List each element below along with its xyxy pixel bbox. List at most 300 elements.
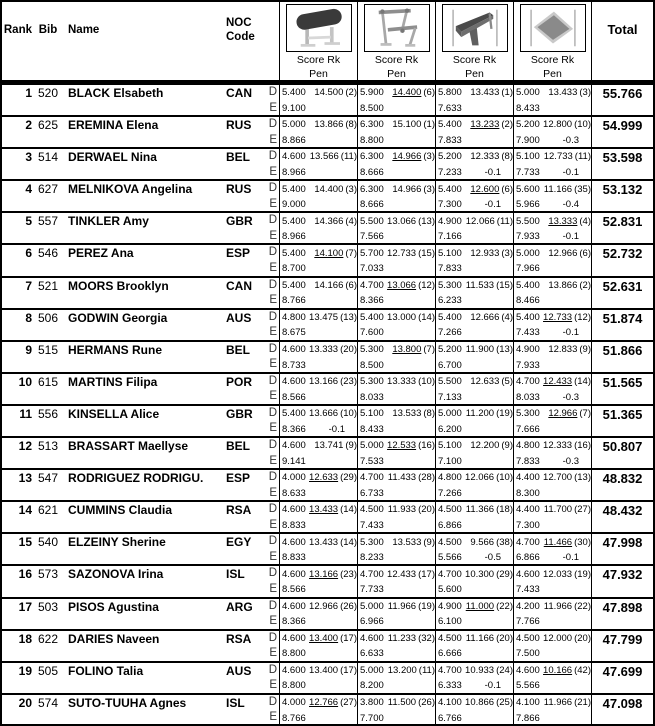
d-line-label: D	[268, 310, 277, 323]
e-score: 9.000	[282, 199, 306, 211]
rank-cell: 2	[25, 118, 32, 133]
rank-cell: 17	[18, 599, 32, 614]
apparatus-rank: (6)	[423, 87, 435, 99]
athlete-name: RODRIGUEZ RODRIGU.	[68, 471, 204, 486]
final-score: 11.700	[543, 504, 573, 516]
athlete-name: PEREZ Ana	[68, 246, 134, 261]
final-score: 11.166	[465, 632, 495, 644]
bib-cell: 622	[37, 631, 59, 646]
d-score: 5.100	[516, 151, 540, 163]
e-score: 9.100	[282, 102, 306, 114]
d-line-label: D	[268, 214, 277, 227]
e-score: 7.833	[438, 134, 462, 146]
apparatus-rank: (23)	[340, 376, 357, 388]
e-line-label: E	[269, 647, 277, 660]
balance-beam-icon	[442, 4, 508, 52]
e-score: 7.500	[516, 648, 540, 660]
apparatus-rank: (9)	[579, 344, 591, 355]
e-score: 8.300	[516, 487, 540, 499]
uneven-bars-column-header	[357, 2, 435, 81]
d-score: 5.400	[282, 408, 306, 420]
de-labels	[260, 663, 279, 693]
uneven-bars-score-cell	[357, 566, 435, 596]
score-rk-label: Score Rk	[530, 54, 575, 66]
apparatus-rank: (20)	[418, 504, 435, 516]
athlete-name: GODWIN Georgia	[68, 310, 168, 325]
floor-score-cell	[513, 149, 591, 179]
bib-cell: 506	[37, 310, 59, 325]
e-score: 9.141	[282, 455, 306, 467]
final-score: 10.300	[465, 568, 495, 580]
apparatus-rank: (8)	[501, 151, 513, 163]
e-score: 6.333	[438, 680, 462, 692]
e-score: 8.433	[516, 102, 540, 114]
apparatus-rank: (3)	[345, 183, 357, 195]
final-score: 14.966	[392, 151, 422, 163]
de-labels	[260, 695, 279, 725]
apparatus-rank: (42)	[574, 664, 591, 676]
final-score: 12.000	[543, 632, 573, 644]
final-score: 12.533	[387, 440, 417, 452]
total-score: 51.365	[591, 406, 653, 436]
rank-cell: 18	[18, 631, 32, 646]
noc-code: RUS	[226, 182, 252, 197]
de-labels	[260, 117, 279, 147]
athlete-name: MOORS Brooklyn	[68, 278, 169, 293]
final-score: 12.333	[470, 151, 500, 163]
table-row	[2, 340, 653, 372]
apparatus-rank: (16)	[418, 440, 435, 452]
d-score: 4.000	[282, 472, 306, 484]
e-line-label: E	[269, 711, 277, 724]
d-score: 4.700	[516, 536, 540, 548]
de-labels	[260, 470, 279, 500]
final-score: 14.366	[314, 215, 344, 227]
d-score: 5.300	[360, 536, 384, 548]
uneven-bars-score-cell	[357, 278, 435, 308]
uneven-bars-score-cell	[357, 663, 435, 693]
e-score: 6.200	[438, 423, 462, 435]
apparatus-rank: (14)	[340, 504, 357, 516]
d-score: 4.600	[282, 376, 306, 388]
d-line-label: D	[268, 599, 277, 612]
apparatus-rank: (10)	[418, 376, 435, 388]
bib-cell: 627	[37, 182, 59, 197]
floor-score-cell	[513, 534, 591, 564]
pen-label: Pen	[465, 68, 484, 80]
final-score: 13.066	[387, 215, 417, 227]
table-row	[2, 147, 653, 179]
d-score: 5.000	[360, 600, 384, 612]
d-score: 4.700	[516, 376, 540, 388]
e-line-label: E	[269, 326, 277, 339]
uneven-bars-score-cell	[357, 534, 435, 564]
penalty: -0.1	[484, 199, 501, 211]
d-score: 5.600	[516, 183, 540, 195]
apparatus-rank: (19)	[574, 568, 591, 580]
d-score: 4.600	[282, 151, 306, 163]
e-score: 8.700	[282, 263, 306, 275]
final-score: 12.066	[465, 215, 495, 227]
athlete-name: CUMMINS Claudia	[68, 503, 173, 518]
balance-beam-score-cell	[435, 438, 513, 468]
total-score: 47.932	[591, 566, 653, 596]
d-score: 4.600	[282, 600, 306, 612]
d-score: 5.000	[516, 87, 540, 99]
e-score: 8.800	[282, 680, 306, 692]
final-score: 12.933	[470, 247, 500, 259]
d-score: 4.700	[438, 664, 462, 676]
penalty: -0.1	[562, 327, 579, 339]
d-score: 4.900	[516, 344, 540, 355]
final-score: 12.733	[543, 151, 573, 163]
bib-cell: 573	[37, 567, 59, 582]
e-score: 8.233	[360, 552, 384, 564]
total-score: 53.132	[591, 181, 653, 211]
apparatus-rank: (4)	[501, 311, 513, 323]
floor-score-cell	[513, 502, 591, 532]
d-score: 4.800	[282, 311, 306, 323]
apparatus-rank: (22)	[496, 600, 513, 612]
apparatus-rank: (2)	[579, 279, 591, 291]
d-score: 5.400	[282, 279, 306, 291]
floor-score-cell	[513, 117, 591, 147]
d-score: 5.200	[438, 344, 462, 355]
e-score: 5.566	[516, 680, 540, 692]
noc-code: CAN	[226, 278, 252, 293]
d-score: 5.300	[516, 408, 540, 420]
e-score: 8.366	[282, 616, 306, 628]
rank-cell: 9	[25, 342, 32, 357]
final-score: 14.100	[314, 247, 344, 259]
table-row	[2, 564, 653, 596]
noc-code: ESP	[226, 471, 251, 486]
apparatus-rank: (26)	[340, 600, 357, 612]
d-score: 5.100	[438, 247, 462, 259]
e-score: 7.933	[516, 359, 540, 371]
apparatus-rank: (22)	[574, 600, 591, 612]
e-score: 6.733	[360, 487, 384, 499]
final-score: 13.866	[548, 279, 578, 291]
final-score: 13.433	[309, 536, 339, 548]
e-score: 7.566	[360, 231, 384, 243]
apparatus-rank: (1)	[501, 87, 513, 99]
rank-cell: 11	[19, 406, 32, 421]
noc-code: RUS	[226, 118, 252, 133]
e-score: 5.566	[438, 552, 462, 564]
d-score: 5.200	[516, 119, 540, 131]
apparatus-rank: (10)	[340, 408, 357, 420]
d-score: 4.800	[516, 440, 540, 452]
e-score: 8.966	[282, 231, 306, 243]
vault-score-cell	[279, 310, 357, 340]
de-labels	[260, 278, 279, 308]
apparatus-rank: (16)	[574, 440, 591, 452]
floor-score-cell	[513, 470, 591, 500]
d-line-label: D	[268, 567, 277, 580]
e-score: 7.266	[438, 487, 462, 499]
final-score: 12.033	[543, 568, 573, 580]
floor-score-cell	[513, 245, 591, 275]
final-score: 13.741	[314, 440, 344, 452]
noc-code: GBR	[226, 214, 253, 229]
d-line-label: D	[268, 278, 277, 291]
noc-code: RSA	[226, 631, 252, 646]
final-score: 11.966	[543, 697, 573, 709]
final-score: 12.200	[470, 440, 500, 452]
apparatus-rank: (23)	[340, 568, 357, 580]
uneven-bars-score-cell	[357, 631, 435, 661]
final-score: 11.533	[465, 279, 495, 291]
apparatus-rank: (6)	[501, 183, 513, 195]
penalty: -0.3	[562, 455, 579, 467]
apparatus-rank: (11)	[496, 215, 513, 227]
e-score: 6.633	[360, 648, 384, 660]
e-score: 6.966	[360, 616, 384, 628]
e-score: 8.566	[282, 391, 306, 403]
floor-score-cell	[513, 438, 591, 468]
table-row	[2, 179, 653, 211]
table-row	[2, 211, 653, 243]
e-score: 8.033	[516, 391, 540, 403]
bib-cell: 615	[37, 374, 59, 389]
e-line-label: E	[269, 294, 277, 307]
total-score: 55.766	[591, 85, 653, 115]
apparatus-rank: (3)	[423, 183, 435, 195]
e-score: 7.666	[516, 423, 540, 435]
de-labels	[260, 534, 279, 564]
d-score: 4.400	[516, 472, 540, 484]
balance-beam-score-cell	[435, 631, 513, 661]
athlete-name: SUTO-TUUHA Agnes	[68, 695, 187, 710]
final-score: 12.966	[309, 600, 339, 612]
apparatus-rank: (26)	[418, 697, 435, 709]
total-score: 53.598	[591, 149, 653, 179]
e-score: 8.966	[282, 166, 306, 178]
apparatus-rank: (14)	[418, 311, 435, 323]
e-score: 7.833	[438, 263, 462, 275]
total-score: 52.631	[591, 278, 653, 308]
bib-cell: 503	[37, 599, 59, 614]
rank-cell: 14	[18, 503, 32, 518]
athlete-name: PISOS Agustina	[68, 599, 159, 614]
vault-score-cell	[279, 406, 357, 436]
e-score: 6.866	[516, 552, 540, 564]
noc-code: EGY	[226, 535, 252, 550]
uneven-bars-score-cell	[357, 438, 435, 468]
e-line-label: E	[269, 133, 277, 146]
e-score: 8.500	[360, 359, 384, 371]
vault-score-cell	[279, 149, 357, 179]
d-line-label: D	[268, 439, 277, 452]
uneven-bars-score-cell	[357, 695, 435, 725]
final-score: 13.800	[392, 344, 422, 355]
apparatus-rank: (2)	[345, 87, 357, 99]
noc-code: CAN	[226, 86, 252, 100]
final-score: 15.100	[392, 119, 422, 131]
d-score: 5.000	[360, 440, 384, 452]
d-score: 4.700	[360, 472, 384, 484]
d-line-label: D	[268, 695, 277, 708]
e-score: 8.433	[360, 423, 384, 435]
apparatus-rank: (7)	[423, 344, 435, 355]
e-line-label: E	[269, 679, 277, 692]
final-score: 12.433	[543, 376, 573, 388]
penalty: -0.5	[484, 552, 501, 564]
athlete-name: MARTINS Filipa	[68, 374, 158, 389]
d-score: 4.500	[360, 504, 384, 516]
d-score: 6.300	[360, 183, 384, 195]
final-score: 12.433	[387, 568, 417, 580]
apparatus-rank: (21)	[574, 697, 591, 709]
table-row	[2, 693, 653, 725]
vault-score-cell	[279, 631, 357, 661]
uneven-bars-score-cell	[357, 181, 435, 211]
apparatus-rank: (35)	[574, 183, 591, 195]
apparatus-rank: (5)	[501, 376, 513, 388]
athlete-name: EREMINA Elena	[68, 118, 159, 133]
d-score: 4.600	[282, 504, 306, 516]
bib-cell: 546	[37, 246, 59, 261]
e-score: 7.433	[516, 584, 540, 596]
balance-beam-score-cell	[435, 374, 513, 404]
d-line-label: D	[268, 118, 277, 131]
vault-score-cell	[279, 502, 357, 532]
athlete-name: DARIES Naveen	[68, 631, 160, 646]
d-score: 5.500	[438, 376, 462, 388]
rank-cell: 12	[18, 439, 32, 454]
noc-code: BEL	[226, 150, 250, 165]
apparatus-rank: (11)	[340, 151, 357, 163]
final-score: 10.166	[543, 664, 573, 676]
d-score: 4.100	[438, 697, 462, 709]
d-score: 4.100	[516, 697, 540, 709]
table-row	[2, 597, 653, 629]
floor-score-cell	[513, 566, 591, 596]
vault-score-cell	[279, 85, 357, 115]
final-score: 11.466	[543, 536, 573, 548]
noc-code: AUS	[226, 663, 252, 678]
final-score: 12.733	[543, 311, 573, 323]
final-score: 11.966	[387, 600, 417, 612]
uneven-bars-score-cell	[357, 502, 435, 532]
noc-code: ARG	[226, 599, 253, 614]
balance-beam-score-cell	[435, 470, 513, 500]
penalty: -0.1	[484, 680, 501, 692]
d-score: 4.200	[516, 600, 540, 612]
penalty: -0.1	[562, 552, 579, 564]
final-score: 13.000	[387, 311, 417, 323]
e-score: 8.200	[360, 680, 384, 692]
final-score: 13.333	[548, 215, 578, 227]
athlete-name: BLACK Elsabeth	[68, 86, 164, 100]
final-score: 11.200	[465, 408, 495, 420]
floor-score-cell	[513, 663, 591, 693]
de-labels	[260, 213, 279, 243]
final-score: 12.066	[465, 472, 495, 484]
table-row	[2, 629, 653, 661]
athlete-name: BRASSART Maellyse	[68, 439, 189, 454]
de-labels	[260, 310, 279, 340]
e-score: 7.900	[516, 134, 540, 146]
rank-cell: 13	[18, 471, 32, 486]
total-score: 50.807	[591, 438, 653, 468]
e-line-label: E	[269, 582, 277, 595]
e-score: 8.666	[360, 199, 384, 211]
apparatus-rank: (14)	[340, 536, 357, 548]
table-row	[2, 243, 653, 275]
d-line-label: D	[268, 150, 277, 163]
bib-cell: 621	[37, 503, 59, 518]
de-labels	[260, 599, 279, 629]
apparatus-rank: (7)	[579, 408, 591, 420]
apparatus-rank: (13)	[574, 472, 591, 484]
de-labels	[260, 502, 279, 532]
balance-beam-score-cell	[435, 245, 513, 275]
floor-score-cell	[513, 406, 591, 436]
apparatus-rank: (7)	[345, 247, 357, 259]
rank-cell: 7	[25, 278, 32, 293]
e-score: 7.600	[360, 327, 384, 339]
final-score: 13.533	[392, 536, 422, 548]
apparatus-rank: (11)	[418, 664, 435, 676]
rank-cell: 10	[18, 374, 32, 389]
athlete-name: SAZONOVA Irina	[68, 567, 164, 582]
total-score: 47.699	[591, 663, 653, 693]
d-score: 4.900	[438, 600, 462, 612]
apparatus-rank: (3)	[423, 151, 435, 163]
e-score: 7.933	[516, 231, 540, 243]
de-labels	[260, 566, 279, 596]
balance-beam-score-cell	[435, 117, 513, 147]
balance-beam-score-cell	[435, 149, 513, 179]
rank-column-header: Rank	[3, 24, 32, 36]
e-score: 7.433	[516, 327, 540, 339]
final-score: 12.333	[543, 440, 573, 452]
uneven-bars-score-cell	[357, 85, 435, 115]
e-line-label: E	[269, 486, 277, 499]
pen-label: Pen	[309, 68, 328, 80]
d-score: 5.400	[438, 119, 462, 131]
d-line-label: D	[268, 503, 277, 516]
balance-beam-score-cell	[435, 663, 513, 693]
d-score: 4.400	[516, 504, 540, 516]
apparatus-rank: (17)	[340, 632, 357, 644]
bib-cell: 574	[37, 695, 59, 710]
e-score: 7.233	[438, 166, 462, 178]
d-line-label: D	[268, 342, 277, 355]
bib-cell: 505	[37, 663, 59, 678]
penalty: -0.1	[562, 231, 579, 243]
final-score: 13.866	[314, 119, 344, 131]
d-score: 3.800	[360, 697, 384, 709]
e-score: 7.300	[516, 519, 540, 531]
table-row	[2, 468, 653, 500]
total-score: 51.565	[591, 374, 653, 404]
final-score: 10.866	[465, 697, 495, 709]
balance-beam-score-cell	[435, 310, 513, 340]
noc-code: BEL	[226, 439, 250, 454]
athlete-name: ELZEINY Sherine	[68, 535, 166, 550]
apparatus-rank: (30)	[574, 536, 591, 548]
e-score: 7.166	[438, 231, 462, 243]
apparatus-rank: (20)	[496, 632, 513, 644]
uneven-bars-score-cell	[357, 149, 435, 179]
d-score: 4.600	[282, 568, 306, 580]
e-score: 5.600	[438, 584, 462, 596]
total-score: 48.432	[591, 502, 653, 532]
vault-score-cell	[279, 566, 357, 596]
